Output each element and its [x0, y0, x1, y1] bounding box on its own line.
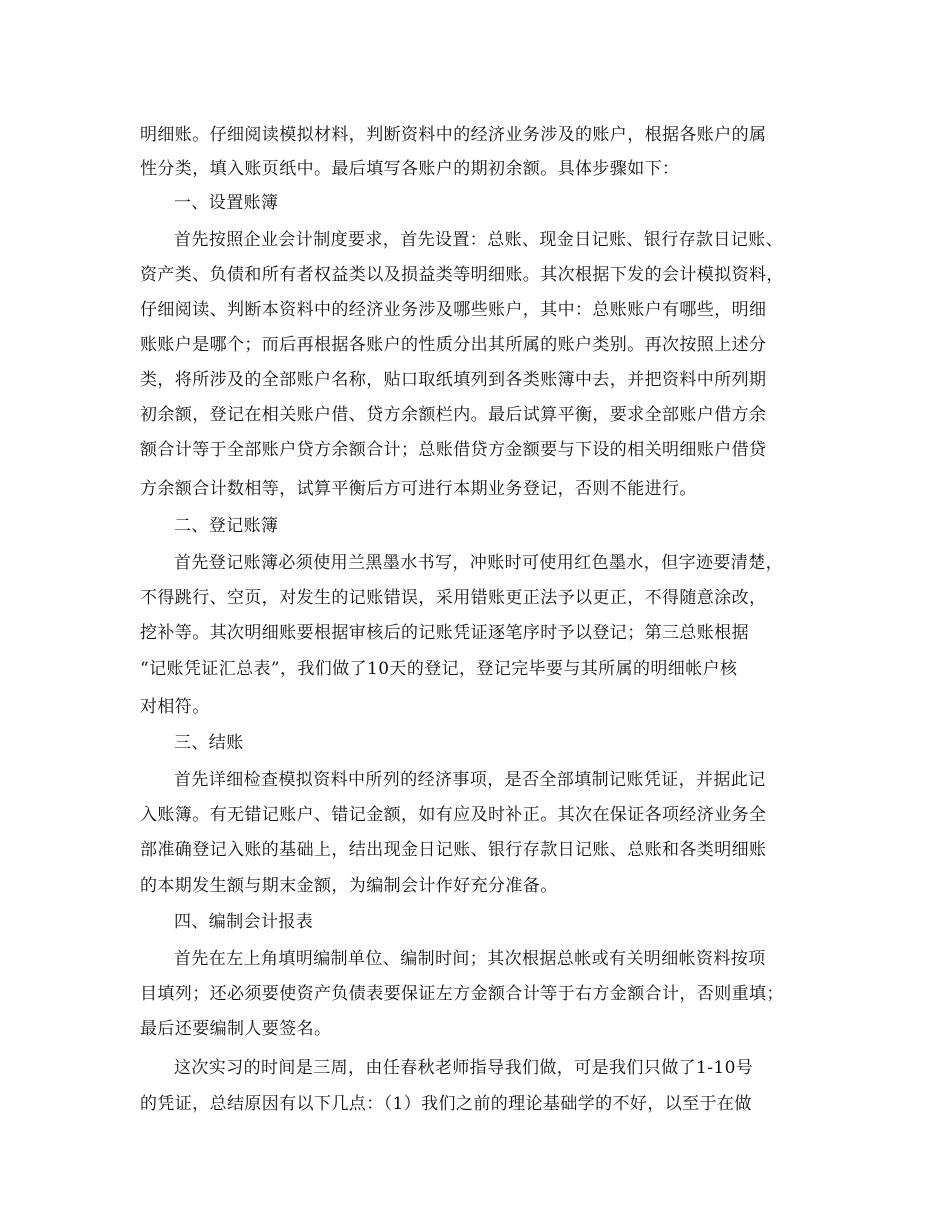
paragraph-line: 资产类、负债和所有者权益类以及损益类等明细账。其次根据下发的会计模拟资料， [140, 265, 784, 285]
section-heading: 二、登记账簿 [174, 516, 279, 536]
paragraph-line: 不得跳行、空页，对发生的记账错误，采用错账更正法予以更正，不得随意涂改， [140, 588, 767, 608]
paragraph-line: 这次实习的时间是三周，由任春秋老师指导我们做，可是我们只做了1-10号 [174, 1058, 754, 1078]
paragraph-line: 方余额合计数相等，试算平衡后方可进行本期业务登记，否则不能进行。 [140, 479, 697, 499]
section-heading: 三、结账 [174, 733, 244, 753]
paragraph-line: 入账簿。有无错记账户、错记金额，如有应及时补正。其次在保证各项经济业务全 [140, 805, 767, 825]
paragraph-line: 的本期发生额与期末金额，为编制会计作好充分准备。 [140, 876, 558, 896]
section-heading: 一、设置账簿 [174, 193, 279, 213]
paragraph-line: 性分类，填入账页纸中。最后填写各账户的期初余额。具体步骤如下： [140, 159, 680, 179]
paragraph-line: 首先详细检查模拟资料中所列的经济事项，是否全部填制记账凭证，并据此记 [174, 770, 766, 790]
paragraph-line: 首先登记账簿必须使用兰黑墨水书写，冲账时可使用红色墨水，但字迹要清楚， [174, 553, 783, 573]
paragraph-line: 初余额，登记在相关账户借、贷方余额栏内。最后试算平衡，要求全部账户借方余 [140, 405, 767, 425]
paragraph-line: 的凭证，总结原因有以下几点：（1）我们之前的理论基础学的不好，以至于在做 [140, 1094, 752, 1114]
section-heading: 四、编制会计报表 [174, 912, 314, 932]
paragraph-line: 账账户是哪个；而后再根据各账户的性质分出其所属的账户类别。再次按照上述分 [140, 335, 767, 355]
paragraph-line: 额合计等于全部账户贷方余额合计；总账借贷方金额要与下设的相关明细账户借贷 [140, 440, 767, 460]
paragraph-line: “记账凭证汇总表”，我们做了10天的登记，登记完毕要与其所属的明细帐户核 [140, 659, 738, 679]
paragraph-line: 明细账。仔细阅读模拟材料，判断资料中的经济业务涉及的账户，根据各账户的属 [140, 125, 767, 145]
paragraph-line: 对相符。 [140, 697, 210, 717]
paragraph-line: 首先按照企业会计制度要求，首先设置：总账、现金日记账、银行存款日记账、 [174, 230, 783, 250]
paragraph-line: 仔细阅读、判断本资料中的经济业务涉及哪些账户，其中：总账账户有哪些，明细 [140, 300, 767, 320]
paragraph-line: 首先在左上角填明编制单位、编制时间；其次根据总帐或有关明细帐资料按项 [174, 949, 766, 969]
paragraph-line: 类，将所涉及的全部账户名称，贴口取纸填列到各类账簿中去，并把资料中所列期 [140, 370, 767, 390]
paragraph-line: 部准确登记入账的基础上，结出现金日记账、银行存款日记账、总账和各类明细账 [140, 840, 767, 860]
paragraph-line: 最后还要编制人要签名。 [140, 1019, 332, 1039]
paragraph-line: 挖补等。其次明细账要根据审核后的记账凭证逐笔序时予以登记；第三总账根据 [140, 623, 749, 643]
paragraph-line: 目填列；还必须要使资产负债表要保证左方金额合计等于右方金额合计，否则重填； [140, 984, 784, 1004]
